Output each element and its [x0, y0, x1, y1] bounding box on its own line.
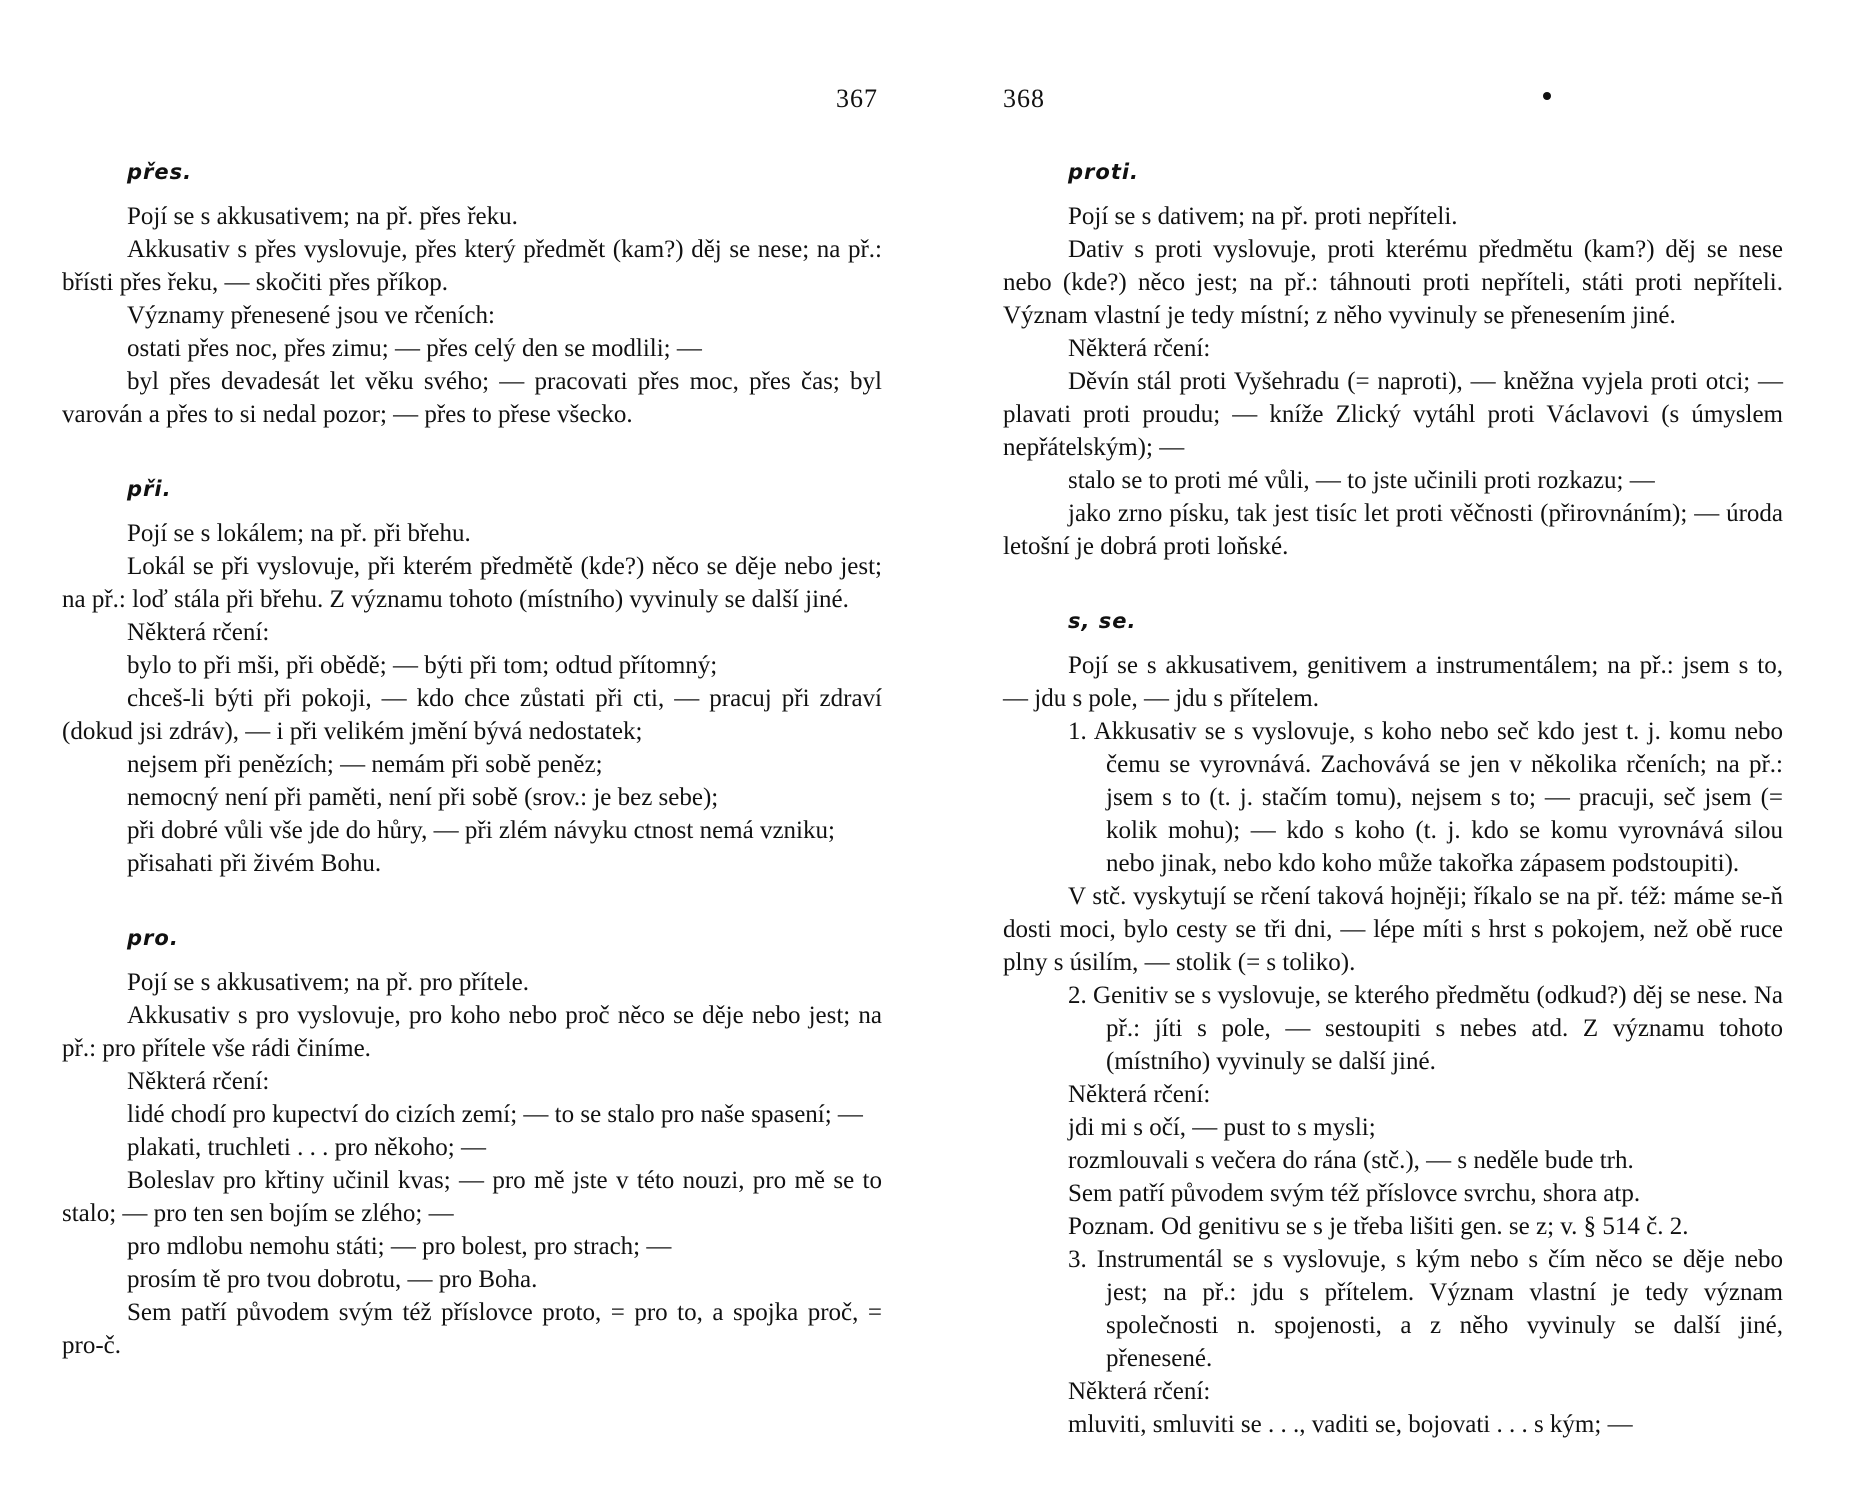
numbered-item: 2. Genitiv se s vyslovuje, se kterého předmětu (odkud?) děj se nese. Na př.: jíti s pole, — sestoupiti s nebes atd. Z významu tohoto (místního) vyvinuly se další jiné. — [1068, 982, 1783, 1075]
paragraph: Některá rčení: — [127, 619, 270, 646]
paragraph: ostati přes noc, přes zimu; — přes celý den se modlili; — — [127, 335, 702, 362]
section-title: při. — [127, 477, 172, 501]
paragraph: Akkusativ s pro vyslovuje, pro koho nebo proč něco se děje nebo jest; na př.: pro přítele vše rádi činíme. — [62, 1002, 882, 1062]
paragraph: mluviti, smluviti se . . ., vaditi se, bojovati . . . s kým; — — [1068, 1411, 1633, 1438]
paragraph: jdi mi s očí, — pust to s mysli; — [1068, 1114, 1376, 1141]
paragraph: nemocný není při paměti, není při sobě (srov.: je bez sebe); — [127, 784, 719, 811]
section-title: s, se. — [1068, 609, 1137, 633]
paragraph: Některá rčení: — [1068, 1378, 1211, 1405]
paragraph: stalo se to proti mé vůli, — to jste učinili proti rozkazu; — — [1068, 467, 1655, 494]
text-column — [1003, 160, 1783, 1487]
paragraph: Některá rčení: — [1068, 335, 1211, 362]
numbered-item: 3. Instrumentál se s vyslovuje, s kým nebo s čím něco se děje nebo jest; na př.: jdu s přítelem. Význam vlastní je tedy význam společnosti n. spojenosti, a z něho vyvinuly se další jiné, přenesené. — [1068, 1246, 1783, 1372]
paragraph: přisahati při živém Bohu. — [127, 850, 382, 877]
paragraph: Lokál se při vyslovuje, při kterém předmětě (kde?) něco se děje nebo jest; na př.: loď stála při břehu. Z významu tohoto (místního) vyvinuly se další jiné. — [62, 553, 882, 613]
paragraph: Pojí se s dativem; na př. proti nepříteli. — [1068, 203, 1458, 230]
paragraph: Pojí se s akkusativem; na př. pro přítele. — [127, 969, 530, 996]
section-pres — [62, 160, 882, 431]
section-proti — [1003, 160, 1783, 563]
paragraph: Některá rčení: — [127, 1068, 270, 1095]
text-column — [62, 160, 882, 1408]
numbered-item: 1. Akkusativ se s vyslovuje, s koho nebo seč kdo jest t. j. komu nebo čemu se vyrovnává. Zachovává se jen v několika rčeních; na př.: jsem s to (t. j. stačím tomu), nejsem s to; — pracuji, seč jsem (= kolik mohu); — kdo s koho (t. j. kdo se komu vyrovnává silou nebo jinak, nebo kdo koho může takořka zápasem podstoupiti). — [1068, 718, 1783, 877]
paragraph: plakati, truchleti . . . pro někoho; — — [127, 1134, 486, 1161]
section-pro — [62, 926, 882, 1362]
paragraph: Děvín stál proti Vyšehradu (= naproti), — kněžna vyjela proti otci; — plavati proti proudu; — kníže Zlický vytáhl proti Václavovi (s úmyslem nepřátelským); — — [1003, 368, 1783, 461]
paragraph: Dativ s proti vyslovuje, proti kterému předmětu (kam?) děj se nese nebo (kde?) něco jest; na př.: táhnouti proti nepříteli, státi proti nepříteli. Význam vlastní je tedy místní; z něho vyvinuly se přenesením jiné. — [1003, 236, 1783, 329]
paragraph: při dobré vůli vše jde do hůry, — při zlém návyku ctnost nemá vzniku; — [127, 817, 835, 844]
paragraph: Sem patří původem svým též příslovce proto, = pro to, a spojka proč, = pro-č. — [62, 1299, 882, 1359]
paragraph: pro mdlobu nemohu státi; — pro bolest, pro strach; — — [127, 1233, 672, 1260]
paragraph: Akkusativ s přes vyslovuje, přes který předmět (kam?) děj se nese; na př.: břísti přes řeku, — skočiti přes příkop. — [62, 236, 882, 296]
paragraph: prosím tě pro tvou dobrotu, — pro Boha. — [127, 1266, 538, 1293]
right-page — [933, 0, 1866, 1500]
section-title: proti. — [1068, 160, 1140, 184]
paragraph: Pojí se s akkusativem, genitivem a instrumentálem; na př.: jsem s to, — jdu s pole, — jdu s přítelem. — [1003, 652, 1783, 712]
paragraph: chceš-li býti při pokoji, — kdo chce zůstati při cti, — pracuj při zdraví (dokud jsi zdráv), — i při velikém jmění bývá nedostatek; — [62, 685, 882, 745]
paragraph: lidé chodí pro kupectví do cizích zemí; — to se stalo pro naše spasení; — — [127, 1101, 863, 1128]
paragraph: nejsem při penězích; — nemám při sobě peněz; — [127, 751, 603, 778]
paragraph: jako zrno písku, tak jest tisíc let proti věčnosti (přirovnáním); — úroda letošní je dobrá proti loňské. — [1003, 500, 1783, 560]
section-title: pro. — [127, 926, 179, 950]
paragraph: Pojí se s akkusativem; na př. přes řeku. — [127, 203, 518, 230]
paragraph: V stč. vyskytují se rčení taková hojněji; říkalo se na př. též: máme se-ň dosti moci, bylo cesty se tři dni, — lépe míti s hrst s pokojem, než obě ruce plny s úsilím, — stolik (= s toliko). — [1003, 883, 1783, 976]
section-s-se — [1003, 609, 1783, 1441]
paragraph: Významy přenesené jsou ve rčeních: — [127, 302, 495, 329]
paragraph: byl přes devadesát let věku svého; — pracovati přes moc, přes čas; byl varován a přes to si nedal pozor; — přes to přese všecko. — [62, 368, 882, 428]
ink-dot — [1543, 92, 1551, 100]
paragraph: Sem patří původem svým též příslovce svrchu, shora atp. — [1068, 1180, 1641, 1207]
paragraph: Poznam. Od genitivu se s je třeba lišiti gen. se z; v. § 514 č. 2. — [1068, 1213, 1689, 1240]
section-title: přes. — [127, 160, 193, 184]
paragraph: Boleslav pro křtiny učinil kvas; — pro mě jste v této nouzi, pro mě se to stalo; — pro ten sen bojím se zlého; — — [62, 1167, 882, 1227]
page-number: 367 — [836, 84, 878, 113]
section-pri — [62, 477, 882, 880]
page-number: 368 — [1003, 84, 1045, 113]
paragraph: bylo to při mši, při obědě; — býti při tom; odtud přítomný; — [127, 652, 718, 679]
paragraph: rozmlouvali s večera do rána (stč.), — s neděle bude trh. — [1068, 1147, 1634, 1174]
paragraph: Některá rčení: — [1068, 1081, 1211, 1108]
paragraph: Pojí se s lokálem; na př. při břehu. — [127, 520, 471, 547]
